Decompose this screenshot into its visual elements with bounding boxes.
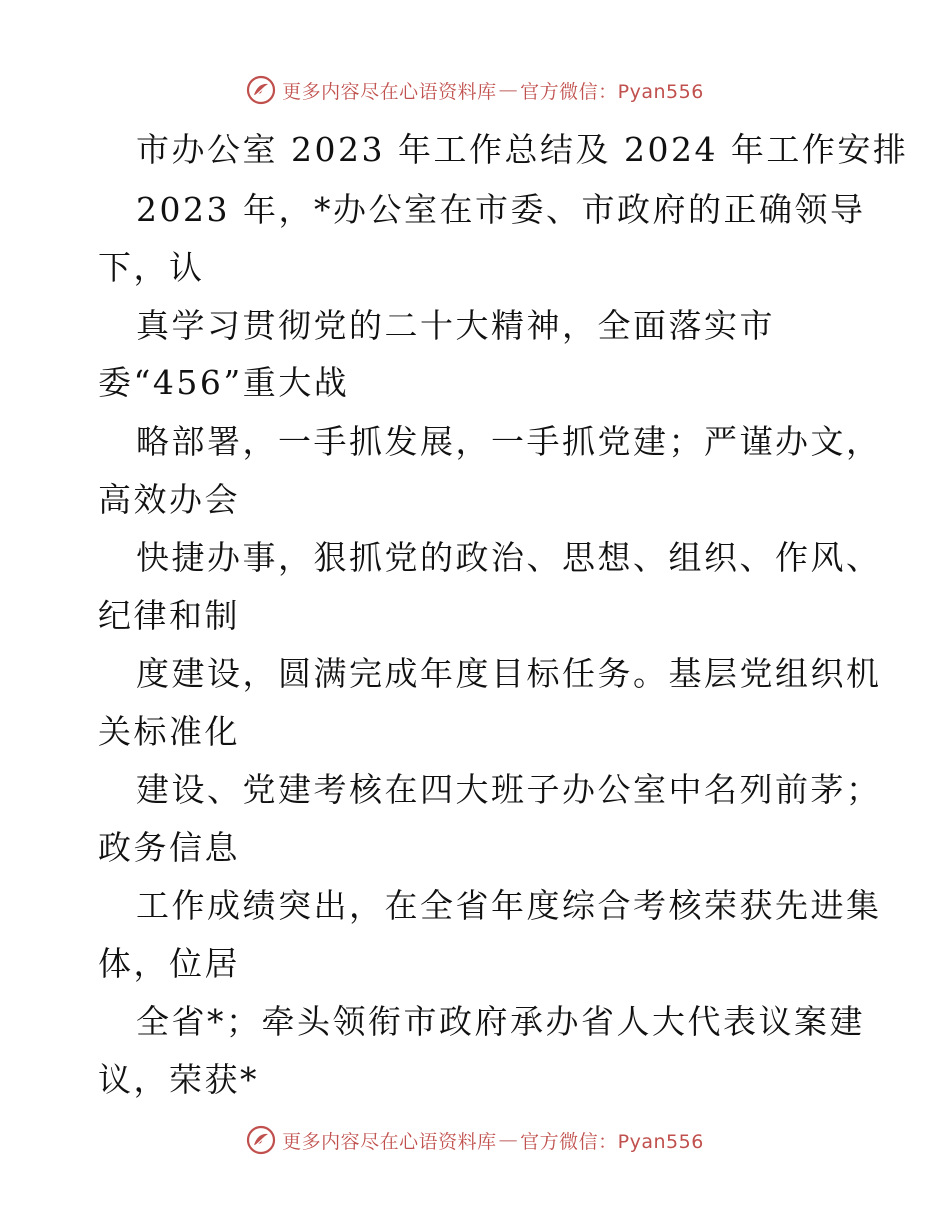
body-line-10: 关标准化 [98, 712, 240, 751]
banner-dash: — [498, 79, 519, 101]
document-title: 市办公室 2023 年工作总结及 2024 年工作安排 [136, 130, 909, 169]
banner-wechat: 官方微信：Pyan556 [520, 80, 704, 103]
body-line-9: 度建设，圆满完成年度目标任务。基层党组织机 [136, 654, 882, 693]
body-line-12: 政务信息 [98, 828, 240, 867]
body-line-8: 纪律和制 [98, 596, 240, 635]
header-banner [0, 70, 950, 110]
banner-text: 更多内容尽在心语资料库 [282, 1130, 497, 1153]
logo-icon [246, 1125, 276, 1155]
body-line-14: 体，位居 [98, 944, 240, 983]
banner-dash: — [498, 1129, 519, 1151]
body-line-13: 工作成绩突出，在全省年度综合考核荣获先进集 [136, 886, 882, 925]
body-line-15: 全省*；牵头领衔市政府承办省人大代表议案建 [136, 1002, 865, 1041]
body-line-3: 真学习贯彻党的二十大精神，全面落实市 [136, 306, 775, 345]
body-line-5: 略部署，一手抓发展，一手抓党建；严谨办文， [136, 422, 882, 461]
body-line-6: 高效办会 [98, 480, 240, 519]
footer-banner [0, 1120, 950, 1160]
body-line-7: 快捷办事，狠抓党的政治、思想、组织、作风、 [136, 538, 882, 577]
body-line-1: 2023 年，*办公室在市委、市政府的正确领导 [136, 190, 866, 229]
body-line-4: 委“456”重大战 [98, 363, 350, 402]
banner-wechat: 官方微信：Pyan556 [520, 1130, 704, 1153]
body-line-16: 议，荣获* [98, 1060, 259, 1099]
body-line-11: 建设、党建考核在四大班子办公室中名列前茅； [136, 770, 882, 809]
logo-icon [246, 75, 276, 105]
body-line-2: 下，认 [98, 248, 205, 287]
banner-text: 更多内容尽在心语资料库 [282, 80, 497, 103]
